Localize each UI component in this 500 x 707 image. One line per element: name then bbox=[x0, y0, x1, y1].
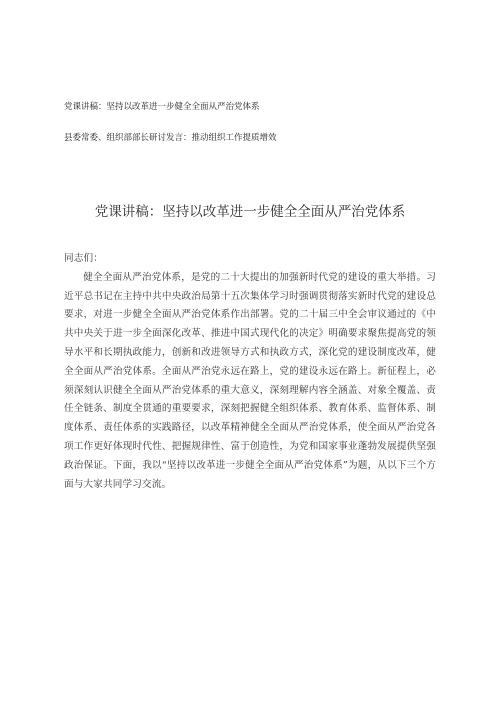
document-title: 党课讲稿：坚持以改革进一步健全全面从严治党体系 bbox=[94, 204, 406, 220]
salutation: 同志们： bbox=[64, 253, 103, 264]
body-paragraph: 健全全面从严治党体系，是党的二十大提出的加强新时代党的建设的重大举措。习近平总书记在主持中共中央政治局第十五次集体学习时强调贯彻落实新时代党的建设总要求，对进一步健全全面从严治党体系作出部署。党的二十届三中全会审议通过的《中共中央关于进一步全面深化改革、推进中国式现代化的决定》明确要求聚焦提高党的领导水平和长期执政能力，创新和改进领导方式和执政方式，深化党的建设制度改革，健全全面从严治党体系。全面从严治党永远在路上，党的建设永远在路上。新征程上，必须深刻认识健全全面从严治党体系的重大意义，深刻理解内容全涵盖、对象全覆盖、责任全链条、制度全贯通的重要要求，深刻把握健全组织体系、教育体系、监督体系、制度体系、责任体系的实践路径，以改革精神健全全面从严治党体系，使全面从严治党各项工作更好体现时代性、把握规律性、富于创造性，为党和国家事业蓬勃发展提供坚强政治保证。下面，我以“坚持以改革进一步健全全面从严治党体系”为题，从以下三个方面与大家共同学习交流。 bbox=[64, 271, 436, 490]
toc-entry-1[interactable]: 党课讲稿：坚持以改革进一步健全全面从严治党体系 bbox=[64, 102, 260, 112]
toc-entry-2[interactable]: 县委常委、组织部部长研讨发言：推动组织工作提质增效 bbox=[64, 133, 277, 143]
document-body bbox=[64, 250, 436, 494]
